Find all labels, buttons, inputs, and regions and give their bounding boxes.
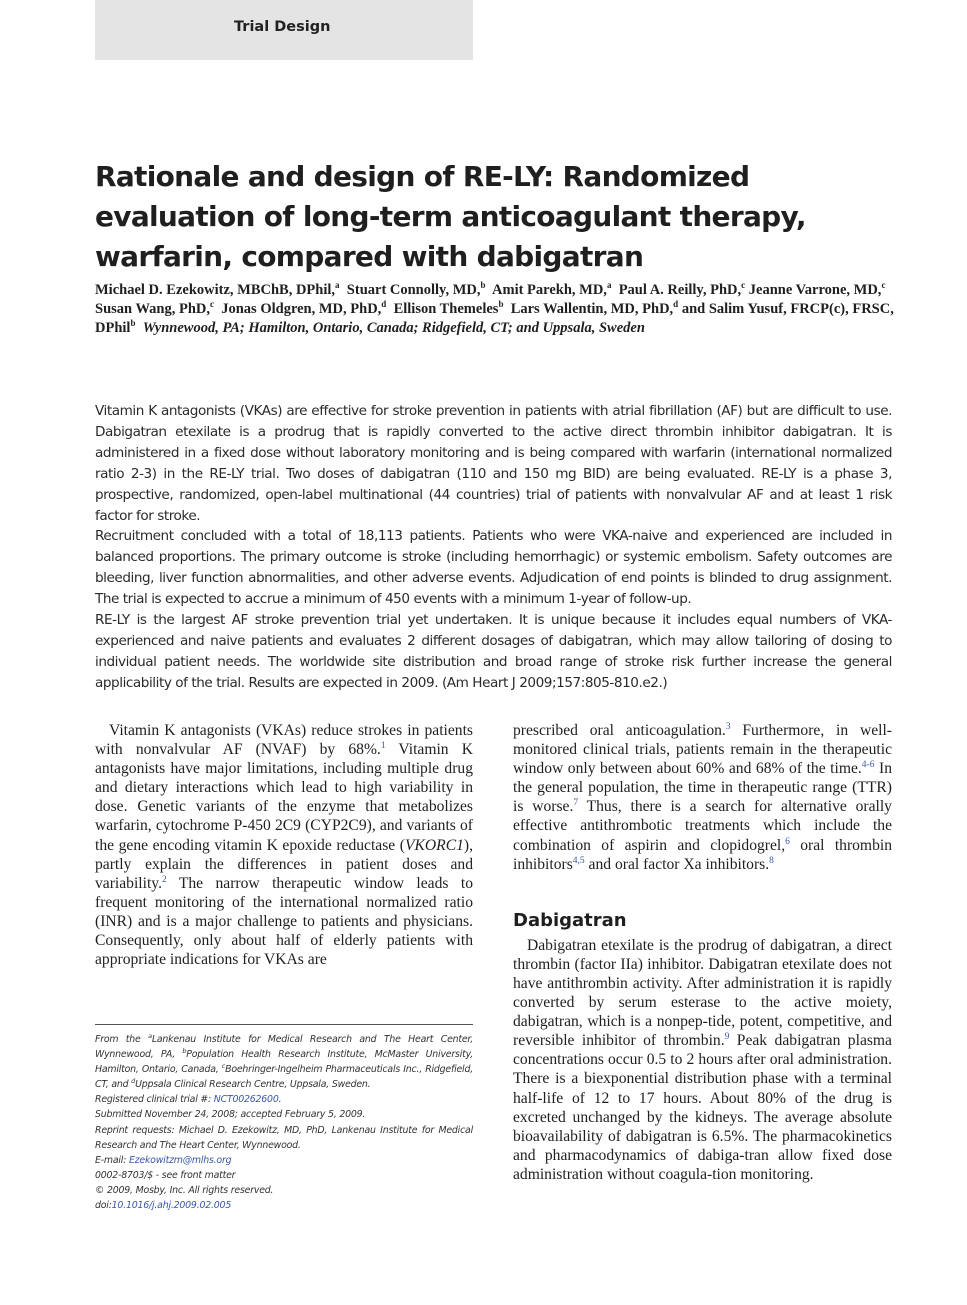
intro-paragraph-continued: prescribed oral anticoagulation.$^3$ Furthermore, in well-monitored clinical trials, patients remain in the therapeutic window only between about 60% and 68% of the time.$^{4-6}$ In the general population, the time in therapeutic range (TTR) is worse.$^7$ Thus, there is a search for alternative orally effective antithrombotic treatments which include the combination of aspirin and clopidogrel,$^6$ oral thrombin inhibitors$^{4,5}$ and oral factor Xa inhibitors.$^8$ xyxy=(513,721,892,873)
dabigatran-paragraph: Dabigatran etexilate is the prodrug of dabigatran, a direct thrombin (factor IIa) inhibitor. Dabigatran etexilate does not have antithrombin activity. After administration it is rapidly converted by serum esterase to the active moiety, dabigatran, which is a nonpep-tide, potent, competitive, and reversible inhibitor of thrombin.$^9$ Peak dabigatran plasma concentrations occur 0.5 to 2 hours after oral administration. There is a biexponential distribution phase with a terminal half-life of 12 to 17 hours. About 80% of the drug is excreted unchanged by the kidneys. The average absolute bioavailability of dabigatran is 6.5%. The pharmacokinetics and pharmacodynamics of dabiga-tran allow fixed dose administration without coagula-tion monitoring. xyxy=(513,936,892,1183)
email-link[interactable]: Ezekowitzm@mlhs.org xyxy=(128,1154,232,1166)
doi-note: doi:10.1016/j.ahj.2009.02.005 xyxy=(95,1200,232,1212)
citation-link[interactable]: 9 xyxy=(724,1032,730,1043)
citation-link[interactable]: 8 xyxy=(769,855,774,866)
citation-link[interactable]: 1 xyxy=(380,740,386,751)
trial-registry-link[interactable]: NCT00262600 xyxy=(213,1094,279,1106)
author: Amit Parekh, MD, xyxy=(492,282,607,298)
author: Susan Wang, PhD, xyxy=(95,301,210,317)
section-tag xyxy=(95,0,473,60)
email-note: E-mail: Ezekowitzm@mlhs.org xyxy=(95,1154,232,1166)
citation-link[interactable]: 4,5 xyxy=(572,855,585,866)
abstract-paragraph: Recruitment concluded with a total of 18,113 patients. Patients who were VKA-naive and experienced are included in balanced proportions. The primary outcome is stroke (including hemorrhagic) or systemic embolism. Safety outcomes are bleeding, liver function abnormalities, and other adverse events. Adjudication of end points is blinded to drug assignment. The trial is expected to accrue a minimum of 450 events with a minimum 1-year of follow-up. xyxy=(95,528,892,608)
copyright-note: © 2009, Mosby, Inc. All rights reserved. xyxy=(95,1184,274,1196)
reprint-note: Reprint requests: Michael D. Ezekowitz, MD, PhD, Lankenau Institute for Medical Research and The Heart Center, Wynnewood. xyxy=(95,1124,473,1151)
citation-link[interactable]: 3 xyxy=(725,721,731,732)
intro-paragraph: Vitamin K antagonists (VKAs) reduce strokes in patients with nonvalvular AF (NVAF) by 68%.$^1$ Vitamin K antagonists have major limitations, including multiple drug and dietary interactions which lead to high variability in dose. Genetic variants of the enzyme that metabolizes warfarin, cytochrome P-450 2C9 (CYP2C9), and variants of the gene encoding vitamin K epoxide reductase (VKORC1), partly explain the differences in patient doses and variability.$^2$ The narrow therapeutic window leads to frequent monitoring of the international normalized ratio (INR) and is a major challenge to patients and physicians. Consequently, only about half of elderly patients with appropriate indications for VKAs are xyxy=(95,722,473,969)
affiliations-note: From the $^a$Lankenau Institute for Medical Research and The Heart Center, Wynnewood, PA, $^b$Population Health Research Institute, McMaster University, Hamilton, Ontario, Canada, $^c$Boehringer-Ingelheim Pharmaceuticals Inc., Ridgefield, CT, and $^d$Uppsala Clinical Research Centre, Uppsala, Sweden. xyxy=(95,1031,473,1091)
citation-link[interactable]: 4-6 xyxy=(861,760,875,770)
abstract xyxy=(95,401,892,694)
citation-link[interactable]: 2 xyxy=(161,874,167,885)
doi-link[interactable]: 10.1016/j.ahj.2009.02.005 xyxy=(111,1200,232,1212)
footnote-divider xyxy=(95,1024,473,1025)
citation-link[interactable]: 7 xyxy=(573,798,579,809)
author: Ellison Themeles xyxy=(393,301,499,317)
abstract-paragraph: RE-LY is the largest AF stroke prevention trial yet undertaken. It is unique because it includes equal numbers of VKA-experienced and naive patients and evaluates 2 different dosages of dabigatran, which may allow tailoring of dosing to individual patient needs. The worldwide site distribution and broad range of stroke risk further increase the general applicability of the trial. Results are expected in 2009. (Am Heart J 2009;157:805-810.e2.) xyxy=(95,612,892,691)
citation-link[interactable]: 6 xyxy=(785,836,790,847)
article-title: Rationale and design of RE-LY: Randomized evaluation of long-term anticoagulant therapy, warfarin, compared with dabigatran xyxy=(95,160,806,273)
issn-note: 0002-8703/$ - see front matter xyxy=(95,1169,236,1181)
submission-note: Submitted November 24, 2008; accepted February 5, 2009. xyxy=(95,1109,366,1121)
author: Jeanne Varrone, MD, xyxy=(748,282,882,298)
left-column xyxy=(95,721,473,969)
abstract-paragraph: Vitamin K antagonists (VKAs) are effective for stroke prevention in patients with atrial fibrillation (AF) but are difficult to use. Dabigatran etexilate is a prodrug that is rapidly converted to the active direct thrombin inhibitor dabigatran. It is administered in a fixed dose without laboratory monitoring and is being compared with warfarin (international normalized ratio 2-3) in the RE-LY trial. Two doses of dabigatran (110 and 150 mg BID) are being evaluated. RE-LY is a phase 3, prospective, randomized, open-label multinational (44 countries) trial of patients with nonvalvular AF and at least 1 risk factor for stroke. xyxy=(95,403,892,524)
registration-note: Registered clinical trial #: NCT00262600. xyxy=(95,1094,282,1106)
author-list: Michael D. Ezekowitz, MBChB, DPhil,$^a$ Stuart Connolly, MD,$^b$ Amit Parekh, MD,$^a$ Paul A. Reilly, PhD,$^c$ Jeanne Varrone, MD,$^c$ Susan Wang, PhD,$^c$ Jonas Oldgren, MD, PhD,$^d$ Ellison Themeles$^b$ Lars Wallentin, MD, PhD,$^d$ and Salim Yusuf, FRCP(c), FRSC, DPhil$^b$ Wynnewood, PA; Hamilton, Ontario, Canada; Ridgefield, CT; and Uppsala, Sweden xyxy=(95,280,894,336)
gene-name: VKORC1 xyxy=(404,836,464,854)
author: Jonas Oldgren, MD, PhD, xyxy=(221,301,382,317)
author: Paul A. Reilly, PhD, xyxy=(618,282,742,298)
author: and Salim Yusuf, FRCP(c), FRSC, DPhil xyxy=(95,301,894,336)
author: Michael D. Ezekowitz, MBChB, DPhil, xyxy=(95,282,336,298)
footnotes xyxy=(95,1032,473,1213)
right-column xyxy=(513,721,892,1184)
section-heading-dabigatran: Dabigatran xyxy=(513,909,627,931)
author: Lars Wallentin, MD, PhD, xyxy=(510,301,674,317)
section-label: Trial Design xyxy=(234,19,331,35)
author: Stuart Connolly, MD, xyxy=(346,282,481,298)
author-locations: Wynnewood, PA; Hamilton, Ontario, Canada; Ridgefield, CT; and Uppsala, Sweden xyxy=(142,320,645,336)
